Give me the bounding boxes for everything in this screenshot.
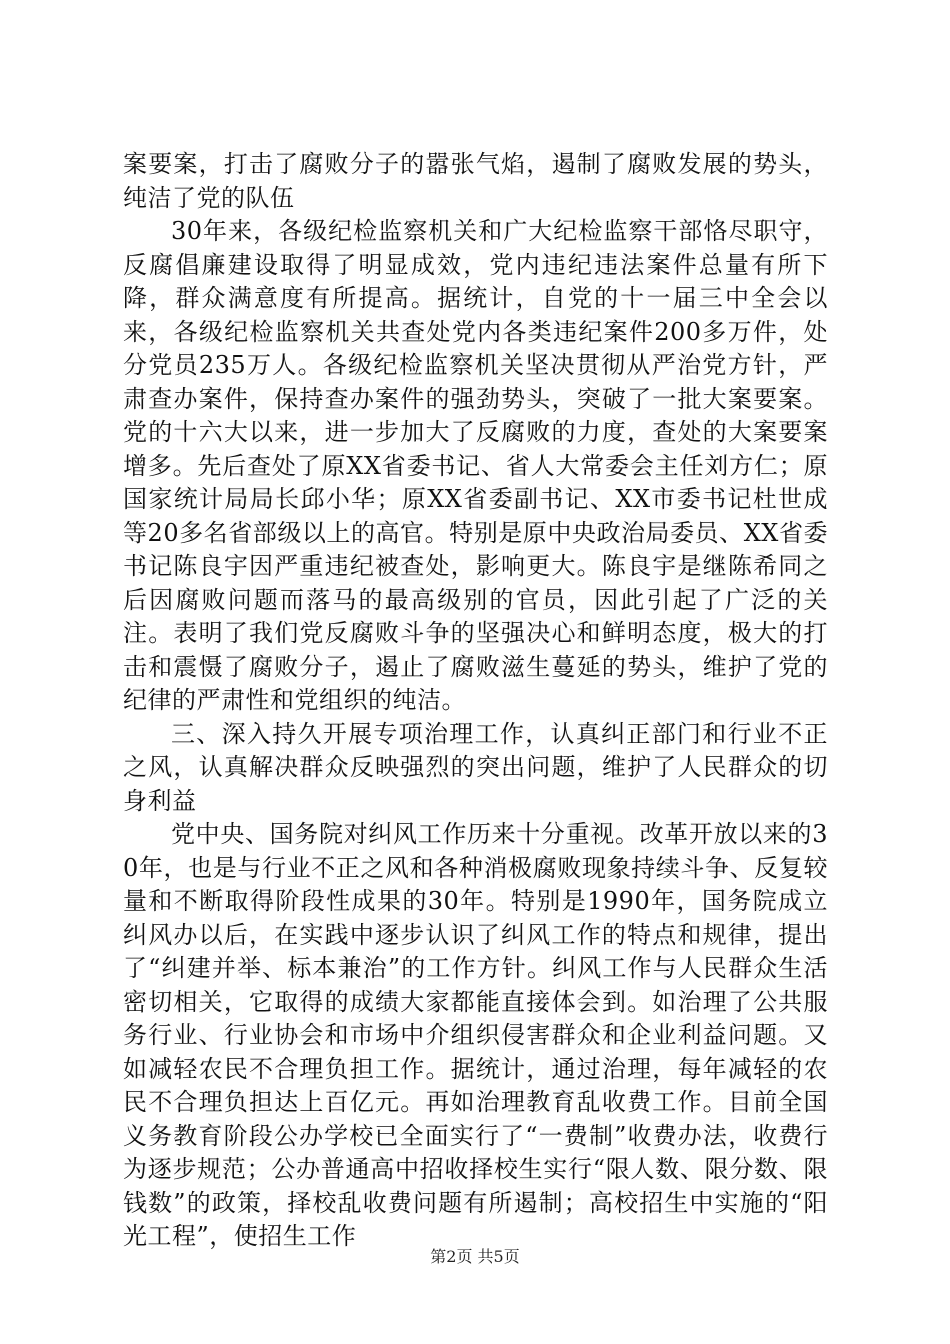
paragraph-anti-corruption-results: 30年来，各级纪检监察机关和广大纪检监察干部恪尽职守，反腐倡廉建设取得了明显成效，党内违纪违法案件总量有所下降，群众满意度有所提高。据统计，自党的十一届三中全会以来，各级纪检监察机关共查处党内各类违纪案件200多万件，处分党员235万人。各级纪检监察机关坚决贯彻从严治党方针，严肃查办案件，保持查办案件的强劲势头，突破了一批大案要案。党的十六大以来，进一步加大了反腐败的力度，查处的大案要案增多。先后查处了原XX省委书记、省人大常委会主任刘方仁；原国家统计局局长邱小华；原XX省委副书记、XX市委书记杜世成等20多名省部级以上的高官。特别是原中央政治局委员、XX省委书记陈良宇因严重违纪被查处，影响更大。陈良宇是继陈希同之后因腐败问题而落马的最高级别的官员，因此引起了广泛的关注。表明了我们党反腐败斗争的坚强决心和鲜明态度，极大的打击和震慑了腐败分子，遏止了腐败滋生蔓延的势头，维护了党的纪律的严肃性和党组织的纯洁。: [123, 217, 828, 714]
page-number-footer: 第2页 共5页: [430, 1247, 520, 1266]
section-heading-three: 三、深入持久开展专项治理工作，认真纠正部门和行业不正之风，认真解决群众反映强烈的突出问题，维护了人民群众的切身利益: [123, 719, 828, 815]
paragraph-rectification-work: 党中央、国务院对纠风工作历来十分重视。改革开放以来的30年，也是与行业不正之风和各种消极腐败现象持续斗争、反复较量和不断取得阶段性成果的30年。特别是1990年，国务院成立纠风办以后，在实践中逐步认识了纠风工作的特点和规律，提出了“纠建并举、标本兼治”的工作方针。纠风工作与人民群众生活密切相关，它取得的成绩大家都能直接体会到。如治理了公共服务行业、行业协会和市场中介组织侵害群众和企业利益问题。又如减轻农民不合理负担工作。据统计，通过治理，每年减轻的农民不合理负担达上百亿元。再如治理教育乱收费工作。目前全国义务教育阶段公办学校已全面实行了“一费制”收费办法，收费行为逐步规范；公办普通高中招收择校生实行“限人数、限分数、限钱数”的政策，择校乱收费问题有所遏制；高校招生中实施的“阳光工程”，使招生工作: [123, 820, 828, 1250]
paragraph-continuation: 案要案，打击了腐败分子的嚣张气焰，遏制了腐败发展的势头，纯洁了党的队伍: [123, 150, 828, 212]
document-body: [123, 148, 828, 1254]
